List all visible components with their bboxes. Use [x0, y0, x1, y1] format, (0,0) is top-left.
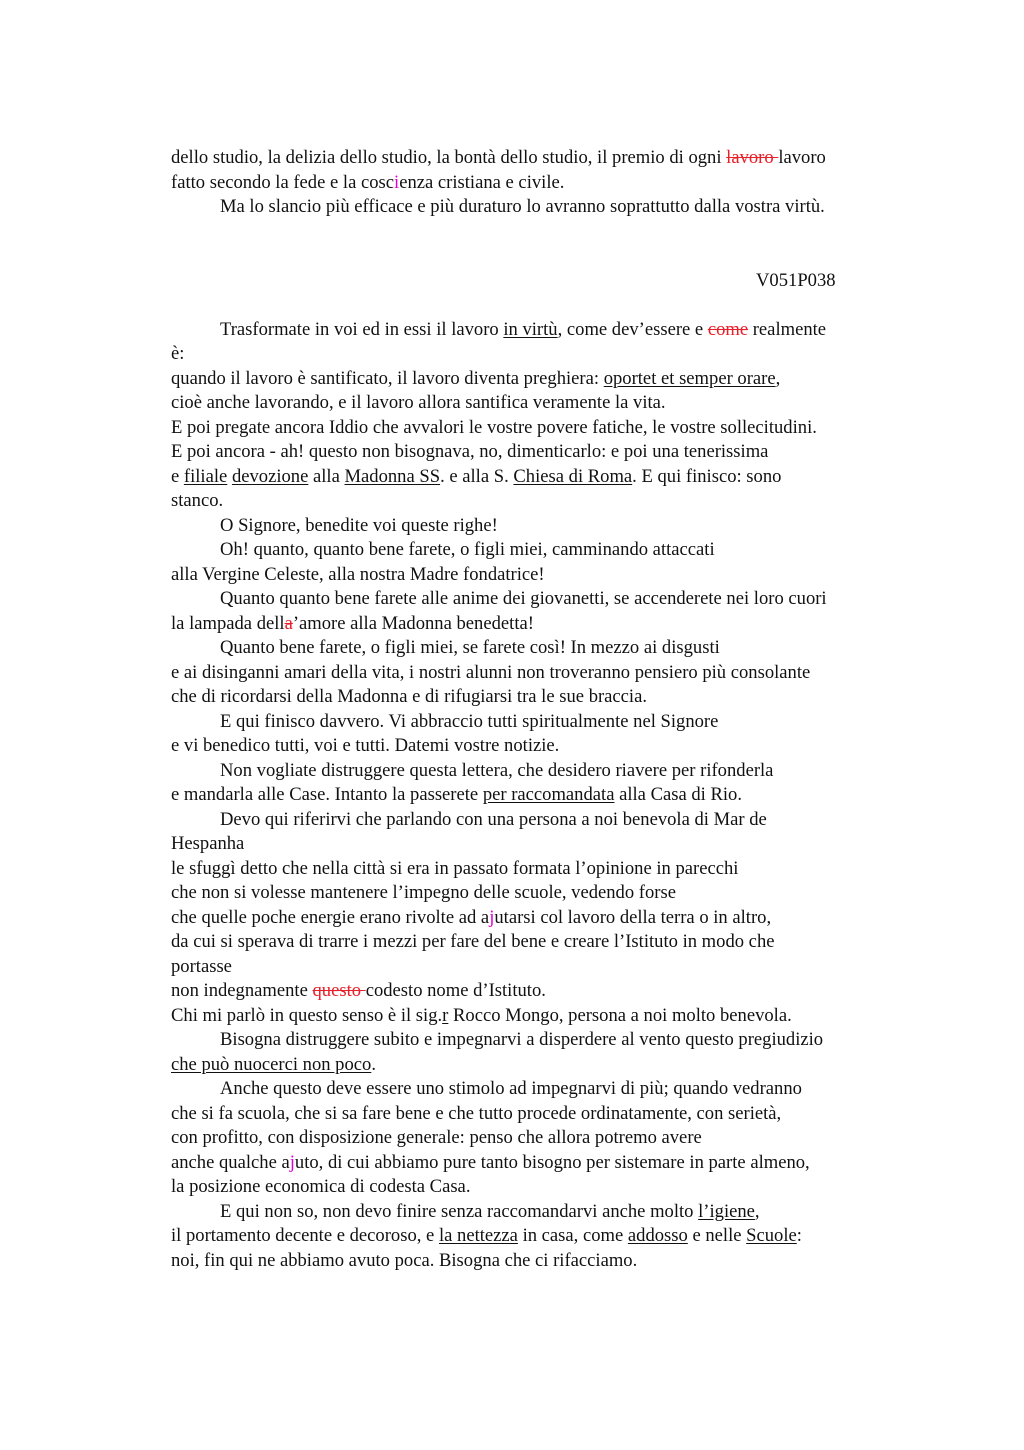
underlined-text: oportet et semper orare	[603, 367, 776, 389]
text-line	[171, 318, 911, 343]
text-segment: Anche questo deve essere uno stimolo ad impegnarvi di più; quando vedranno	[220, 1078, 802, 1099]
text-segment: il portamento decente e decoroso, e	[171, 1225, 439, 1246]
text-segment: Non vogliate distruggere questa lettera, che desidero riavere per rifonderla	[220, 759, 774, 781]
text-line	[171, 440, 911, 465]
text-segment: ,	[754, 1200, 760, 1222]
text-line	[171, 342, 911, 367]
text-line	[171, 1126, 911, 1151]
text-segment: alla	[308, 465, 345, 487]
text-segment: .	[371, 1053, 376, 1075]
text-segment: , come dev’essere e	[557, 318, 708, 340]
text-segment: noi, fin qui ne abbiamo avuto poca. Bisogna che ci rifacciamo.	[171, 1249, 638, 1271]
text-segment: uto, di cui abbiamo pure tanto bisogno per sistemare in parte almeno,	[294, 1151, 810, 1173]
text-segment: fatto secondo la fede e la cosc	[171, 171, 395, 193]
inserted-text: j	[489, 906, 495, 928]
text-segment: che quelle poche energie erano rivolte ad a	[171, 906, 490, 928]
text-line	[171, 710, 911, 735]
text-segment: con profitto, con disposizione generale: penso che allora potremo avere	[171, 1127, 702, 1148]
text-segment: e ai disinganni amari della vita, i nostri alunni non troveranno pensiero più consolante	[171, 661, 811, 683]
text-segment: codesto nome d’Istituto.	[365, 980, 546, 1001]
text-line	[171, 1151, 911, 1176]
text-segment: cioè anche lavorando, e il lavoro allora santifica veramente la vita.	[171, 392, 666, 413]
text-segment: anche qualche a	[171, 1151, 290, 1173]
underlined-text: Chiesa di Roma	[513, 465, 633, 487]
text-segment: Hespanha	[171, 833, 245, 854]
text-line	[171, 1224, 911, 1249]
text-line	[171, 538, 911, 563]
text-segment: le sfuggì detto che nella città si era in passato formata l’opinione in parecchi	[171, 857, 739, 879]
inserted-text: j	[289, 1151, 295, 1173]
text-line	[171, 146, 911, 171]
text-line	[171, 612, 911, 637]
text-segment: ,	[775, 367, 781, 389]
text-line	[171, 857, 911, 882]
text-segment: realmente	[748, 318, 827, 340]
text-segment: Quanto bene farete, o figli miei, se farete così! In mezzo ai disgusti	[220, 637, 720, 658]
text-line	[171, 514, 911, 539]
underlined-text: Madonna SS	[344, 465, 441, 487]
text-segment: Oh! quanto, quanto bene farete, o figli miei, camminando attaccati	[220, 539, 715, 560]
deleted-text: questo	[312, 980, 366, 1001]
underlined-text: per raccomandata	[482, 784, 615, 805]
text-segment: la lampada dell	[171, 612, 285, 634]
underlined-text: filiale	[183, 465, 228, 487]
underlined-text: addosso	[627, 1225, 688, 1246]
text-line	[171, 1053, 911, 1078]
text-segment: che si fa scuola, che si sa fare bene e che tutto procede ordinatamente, con serietà,	[171, 1102, 782, 1124]
text-line	[171, 1249, 911, 1274]
text-line	[171, 489, 911, 514]
text-segment: quando il lavoro è santificato, il lavoro diventa preghiera:	[171, 367, 604, 389]
text-segment: O Signore, benedite voi queste righe!	[220, 514, 498, 536]
text-segment: E qui non so, non devo finire senza raccomandarvi anche molto	[220, 1200, 699, 1222]
deleted-text: come	[707, 318, 749, 340]
text-segment: che di ricordarsi della Madonna e di rifugiarsi tra le sue braccia.	[171, 686, 648, 707]
text-segment: e vi benedico tutti, voi e tutti. Datemi vostre notizie.	[171, 735, 560, 756]
spacer	[171, 293, 911, 318]
text-segment: Bisogna distruggere subito e impegnarvi a disperdere al vento questo pregiudizio	[220, 1029, 824, 1050]
text-segment: e nelle	[687, 1225, 747, 1246]
text-segment: e	[171, 465, 184, 487]
text-segment: Ma lo slancio più efficace e più duraturo lo avranno soprattutto dalla vostra virtù.	[220, 196, 825, 217]
text-line	[171, 1102, 911, 1127]
text-line	[171, 1077, 911, 1102]
text-segment: stanco.	[171, 490, 224, 511]
text-segment: . E qui finisco: sono	[632, 465, 782, 487]
text-segment: che non si volesse mantenere l’impegno delle scuole, vedendo forse	[171, 882, 676, 903]
underlined-text: r	[442, 1004, 449, 1026]
text-segment: in casa, come	[517, 1225, 628, 1246]
text-segment: Trasformate in voi ed in essi il lavoro	[220, 318, 504, 340]
text-segment: Chi mi parlò in questo senso è il sig.	[171, 1004, 443, 1026]
text-line	[171, 783, 911, 808]
text-line	[171, 906, 911, 931]
text-line	[171, 930, 911, 955]
text-line	[171, 563, 911, 588]
text-line	[171, 171, 911, 196]
underlined-text: Scuole	[746, 1225, 797, 1246]
text-segment: e mandarla alle Case. Intanto la passerete	[171, 784, 483, 805]
text-line	[171, 734, 911, 759]
text-segment: è:	[171, 343, 185, 364]
text-segment: E poi ancora - ah! questo non bisognava, no, dimenticarlo: e poi una tenerissima	[171, 441, 769, 462]
text-line	[171, 759, 911, 784]
deleted-text: lavoro	[726, 147, 779, 168]
text-line	[171, 979, 911, 1004]
text-line	[171, 195, 911, 220]
text-segment: utarsi col lavoro della terra o in altro,	[494, 906, 772, 928]
text-line	[171, 1200, 911, 1225]
text-segment: Devo qui riferirvi che parlando con una persona a noi benevola di Mar de	[220, 808, 767, 830]
text-segment: alla Vergine Celeste, alla nostra Madre fondatrice!	[171, 563, 545, 585]
text-line	[171, 881, 911, 906]
underlined-text: l’igiene	[698, 1200, 755, 1222]
text-segment: enza cristiana e civile.	[399, 171, 565, 193]
text-line	[171, 1175, 911, 1200]
text-segment: . e alla S.	[440, 465, 514, 487]
text-segment: Quanto quanto bene farete alle anime dei giovanetti, se accenderete nei loro cuori	[220, 588, 827, 609]
underlined-text: in virtù	[503, 318, 558, 340]
text-line	[171, 955, 911, 980]
text-segment: la posizione economica di codesta Casa.	[171, 1176, 471, 1197]
inserted-text: i	[394, 171, 400, 193]
text-line	[171, 636, 911, 661]
text-line	[171, 465, 911, 490]
text-segment: E poi pregate ancora Iddio che avvalori le vostre povere fatiche, le vostre sollecitudini.	[171, 416, 817, 438]
text-segment: :	[796, 1225, 802, 1246]
text-line	[171, 367, 911, 392]
text-segment: E qui finisco davvero. Vi abbraccio tutti spiritualmente nel Signore	[220, 710, 719, 732]
spacer	[171, 220, 911, 269]
text-line	[171, 587, 911, 612]
text-segment: lavoro	[778, 147, 826, 168]
text-line	[171, 1028, 911, 1053]
text-line	[171, 808, 911, 833]
text-line	[171, 1004, 911, 1029]
text-line	[171, 391, 911, 416]
text-line	[171, 661, 911, 686]
text-segment: Rocco Mongo, persona a noi molto benevola.	[448, 1004, 792, 1026]
underlined-text: devozione	[231, 465, 309, 487]
letter-body	[171, 146, 911, 1273]
underlined-text: che può nuocerci non poco	[171, 1053, 372, 1075]
deleted-text: a	[284, 612, 293, 634]
text-segment: alla Casa di Rio.	[614, 784, 743, 805]
underlined-text: la nettezza	[438, 1225, 518, 1246]
text-segment: dello studio, la delizia dello studio, la bontà dello studio, il premio di ogni	[171, 147, 727, 168]
page-reference: V051P038	[756, 269, 836, 291]
text-segment: portasse	[171, 955, 232, 977]
text-segment: da cui si sperava di trarre i mezzi per fare del bene e creare l’Istituto in modo che	[171, 931, 775, 952]
text-line	[171, 685, 911, 710]
text-line	[171, 416, 911, 441]
text-segment: non indegnamente	[171, 980, 313, 1001]
text-segment: ’amore alla Madonna benedetta!	[292, 612, 534, 634]
text-line	[171, 832, 911, 857]
